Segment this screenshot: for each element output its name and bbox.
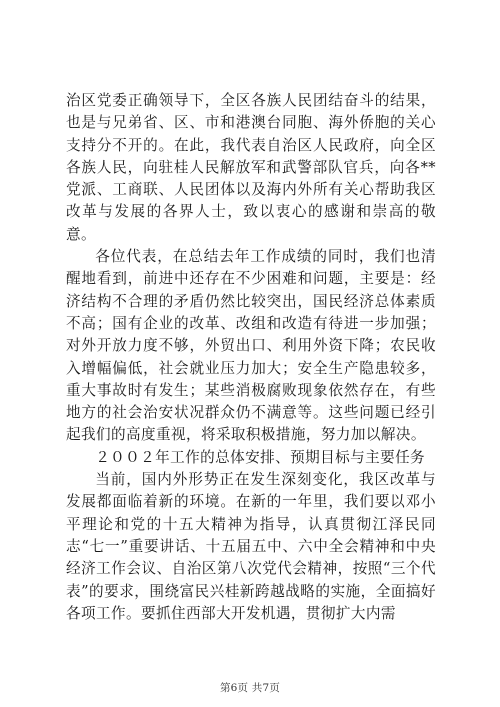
document-body: [66, 90, 436, 625]
page-number-footer: 第6页 共7页: [219, 682, 281, 694]
paragraph-1: 治区党委正确领导下，全区各族人民团结奋斗的结果，也是与兄弟省、区、市和港澳台同胞、海外侨胞的关心支持分不开的。在此，我代表自治区人民政府，向全区各族人民，向驻桂人民解放军和武警部队官兵，向各**党派、工商联、人民团体以及海内外所有关心帮助我区改革与发展的各界人士，致以衷心的感谢和崇高的敬意。: [66, 92, 436, 243]
paragraph-2: 各位代表，在总结去年工作成绩的同时，我们也清醒地看到，前进中还存在不少困难和问题，主要是：经济结构不合理的矛盾仍然比较突出，国民经济总体素质不高；国有企业的改革、改组和改造有待进一步加强；对外开放力度不够，外贸出口、利用外资下降；农民收入增幅偏低，社会就业压力加大；安全生产隐患较多，重大事故时有发生；某些消极腐败现象依然存在，有些地方的社会治安状况群众仍不满意等。这些问题已经引起我们的高度重视，将采取积极措施，努力加以解决。: [66, 248, 436, 444]
section-heading: ２００２年工作的总体安排、预期目标与主要任务: [95, 448, 426, 466]
paragraph-3: 当前，国内外形势正在发生深刻变化，我区改革与发展都面临着新的环境。在新的一年里，我们要以邓小平理论和党的十五大精神为指导，认真贯彻江泽民同志“七一”重要讲话、十五届五中、六中全会精神和中央经济工作会议、自治区第八次党代会精神，按照“三个代表”的要求，围绕富民兴桂新跨越战略的实施，全面搞好各项工作。要抓住西部大开发机遇，贯彻扩大内需: [66, 471, 436, 622]
